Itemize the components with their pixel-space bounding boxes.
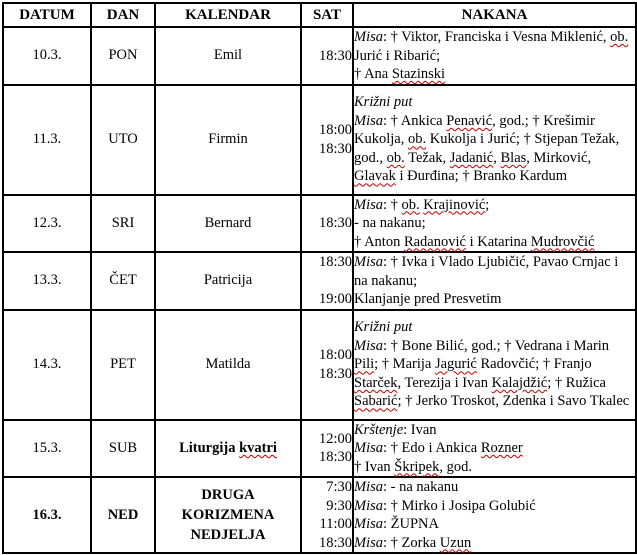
header-row	[3, 3, 636, 27]
calendar-cell: Liturgija kvatri	[155, 420, 301, 478]
time-value: 18:30	[318, 254, 352, 270]
intention-line: Križni put	[354, 94, 413, 111]
time-cell	[301, 310, 353, 420]
intention-line: Misa: † Mirko i Josipa Golubić	[354, 497, 536, 514]
table-row	[3, 310, 636, 420]
calendar-cell: Firmin	[155, 85, 301, 195]
table-row	[3, 252, 636, 310]
time-value: 9:30	[326, 497, 352, 514]
intention-cell	[353, 420, 636, 478]
mass-schedule-table	[2, 2, 637, 554]
date-cell: 14.3.	[3, 310, 91, 420]
day-cell: PON	[91, 27, 155, 85]
intention-line: Misa: † Viktor, Franciska i Vesna Miklenić, ob. Jurić i Ribarić;	[354, 29, 629, 64]
date-cell: 10.3.	[3, 27, 91, 85]
time-value: 18:30	[318, 140, 352, 157]
intention-cell	[353, 85, 636, 195]
time-value: 18:30	[318, 215, 352, 231]
time-value: 18:30	[318, 47, 352, 64]
table-row	[3, 477, 636, 553]
header-datum: DATUM	[3, 3, 91, 27]
date-cell: 12.3.	[3, 195, 91, 253]
intention-line: † Ana Stazinski	[354, 66, 446, 82]
intention-line: Misa: † Edo i Ankica Rozner	[354, 440, 523, 456]
intention-line: Misa: † Ivka i Vlado Ljubičić, Pavao Crnjac i na nakanu;	[354, 254, 619, 289]
intention-line: Klanjanje pred Presvetim	[354, 291, 502, 307]
header-kalendar: KALENDAR	[155, 3, 301, 27]
time-value: 18:30	[318, 449, 352, 466]
intention-line: † Anton Radanović i Katarina Mudrovčić	[354, 233, 595, 250]
intention-line: † Ivan Škripek, god.	[354, 458, 472, 475]
intention-cell	[353, 195, 636, 253]
time-value: 18:00	[318, 347, 352, 363]
intention-line: Misa: † Bone Bilić, god.; † Vedrana i Marin Pili; † Marija Jagurić Radovčić; † Franjo Starček, Terezija i Ivan Kalajdžić; † Ružica Sabarić; † Jerko Troskot, Zdenka i Savo Tkalec	[354, 337, 630, 410]
header-nakana: NAKANA	[353, 3, 636, 27]
time-cell	[301, 85, 353, 195]
intention-line: Krštenje: Ivan	[354, 421, 437, 438]
time-cell	[301, 477, 353, 553]
day-cell: SUB	[91, 420, 155, 478]
header-sat: SAT	[301, 3, 353, 27]
table-row	[3, 85, 636, 195]
time-cell	[301, 27, 353, 85]
header-dan: DAN	[91, 3, 155, 27]
intention-line: - na nakanu;	[354, 215, 426, 231]
intention-line: Misa: - na nakanu	[354, 479, 459, 495]
time-cell	[301, 252, 353, 310]
day-cell: UTO	[91, 85, 155, 195]
date-cell: 16.3.	[3, 477, 91, 553]
time-cell	[301, 420, 353, 478]
intention-cell	[353, 477, 636, 553]
calendar-cell: Patricija	[155, 252, 301, 310]
date-cell: 15.3.	[3, 420, 91, 478]
time-cell	[301, 195, 353, 253]
time-value: 18:30	[318, 365, 352, 382]
time-value: 12:00	[318, 430, 352, 447]
time-value: 7:30	[326, 479, 352, 495]
time-spacer	[302, 272, 352, 291]
intention-line: Misa: ŽUPNA	[354, 516, 439, 532]
calendar-cell: Emil	[155, 27, 301, 85]
time-value: 18:30	[318, 534, 352, 551]
intention-cell	[353, 310, 636, 420]
intention-line: Križni put	[354, 319, 413, 336]
day-cell: SRI	[91, 195, 155, 253]
time-value: 19:00	[318, 291, 352, 307]
intention-cell	[353, 252, 636, 310]
intention-line: Misa: † ob. Krajinović;	[354, 196, 490, 213]
calendar-cell: DRUGA KORIZMENA NEDJELJA	[155, 477, 301, 553]
calendar-cell: Bernard	[155, 195, 301, 253]
table-row	[3, 420, 636, 478]
day-cell: ČET	[91, 252, 155, 310]
date-cell: 13.3.	[3, 252, 91, 310]
date-cell: 11.3.	[3, 85, 91, 195]
calendar-cell: Matilda	[155, 310, 301, 420]
time-value: 18:00	[318, 122, 352, 138]
time-value: 11:00	[319, 516, 352, 532]
intention-line: Misa: † Zorka Uzun	[354, 534, 472, 551]
intention-cell	[353, 27, 636, 85]
intention-line: Misa: † Ankica Penavić, god.; † Krešimir Kukolja, ob. Kukolja i Jurić; † Stjepan Težak, god., ob. Težak, Jadanić, Blas, Mirković, Glavak i Đurđina; † Branko Kardum	[354, 112, 620, 185]
table-row	[3, 195, 636, 253]
table-row	[3, 27, 636, 85]
day-cell: NED	[91, 477, 155, 553]
day-cell: PET	[91, 310, 155, 420]
